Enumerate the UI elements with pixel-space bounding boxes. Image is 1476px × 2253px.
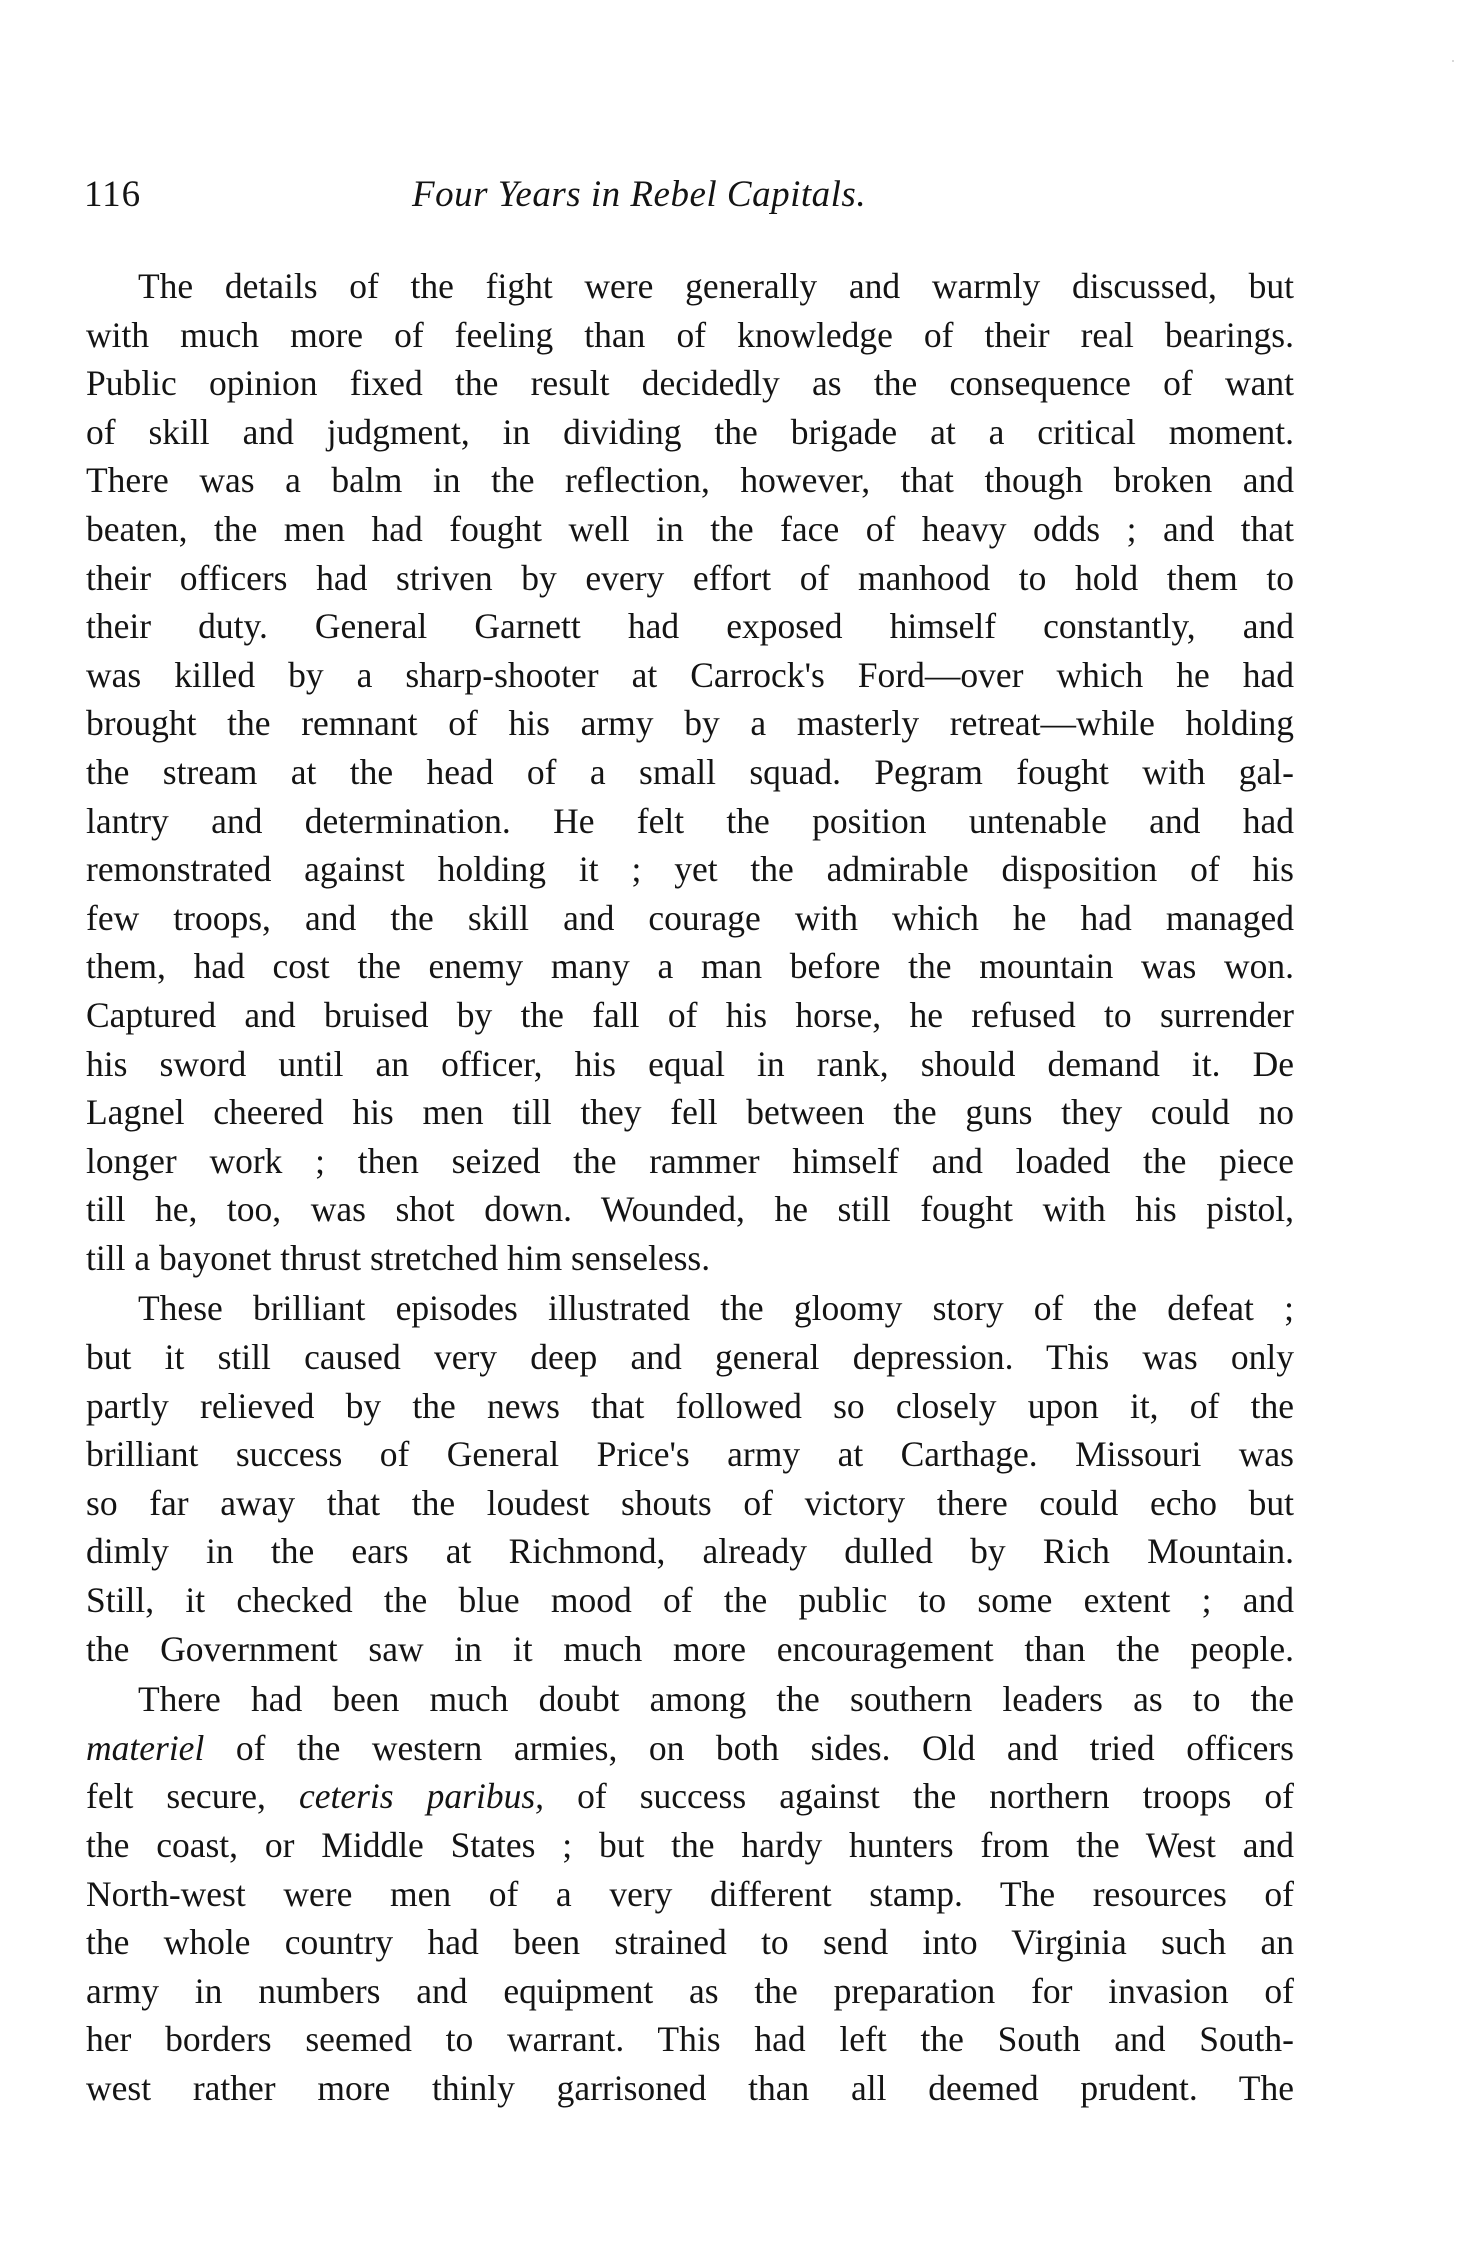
text-line: The details of the fight were generally and warmly discussed, but	[138, 266, 1294, 306]
text-line: These brilliant episodes illustrated the gloomy story of the defeat ;	[138, 1288, 1294, 1329]
text-line: till a bayonet thrust stretched him senseless.	[86, 1237, 711, 1278]
text-line: Still, it checked the blue mood of the public to some extent ; and	[86, 1580, 1294, 1621]
page-number: 116	[84, 174, 142, 215]
text-line: her borders seemed to warrant. This had left the South and South-	[86, 2019, 1294, 2060]
text-line: remonstrated against holding it ; yet the admirable disposition of his	[86, 849, 1294, 890]
text-line	[86, 1772, 1294, 1821]
text-line: their officers had striven by every effort of manhood to hold them to	[86, 557, 1294, 598]
text-line: lantry and determination. He felt the position untenable and had	[86, 800, 1294, 841]
text-line: of skill and judgment, in dividing the brigade at a critical moment.	[86, 411, 1294, 452]
text-line: North-west were men of a very different stamp. The resources of	[86, 1873, 1294, 1914]
text-line: with much more of feeling than of knowledge of their real bearings.	[86, 314, 1294, 355]
text-line: their duty. General Garnett had exposed himself constantly, and	[86, 606, 1294, 647]
text-line	[86, 1724, 1294, 1773]
running-head	[84, 165, 1294, 225]
italic-phrase: materiel	[86, 1727, 205, 1768]
text-line: brought the remnant of his army by a masterly retreat—while holding	[86, 703, 1294, 744]
text-line: dimly in the ears at Richmond, already dulled by Rich Mountain.	[86, 1531, 1294, 1572]
text-line: beaten, the men had fought well in the face of heavy odds ; and that	[86, 508, 1294, 549]
text-line: them, had cost the enemy many a man before the mountain was won.	[86, 946, 1294, 987]
text-line: There had been much doubt among the southern leaders as to the	[138, 1679, 1294, 1720]
text-line: brilliant success of General Price's army at Carthage. Missouri was	[86, 1434, 1294, 1475]
text-line: few troops, and the skill and courage with which he had managed	[86, 897, 1294, 938]
text-line: but it still caused very deep and general depression. This was only	[86, 1337, 1294, 1378]
scan-speck	[1452, 60, 1454, 62]
line-start: felt secure,	[86, 1776, 299, 1817]
line-remainder: of success against the northern troops of	[544, 1776, 1294, 1817]
text-line: was killed by a sharp-shooter at Carrock's Ford—over which he had	[86, 654, 1294, 695]
text-line: the Government saw in it much more encouragement than the people.	[86, 1628, 1294, 1669]
running-title: Four Years in Rebel Capitals.	[412, 174, 867, 215]
line-remainder: of the western armies, on both sides. Old and tried officers	[204, 1727, 1294, 1768]
italic-phrase: ceteris paribus,	[298, 1776, 545, 1817]
text-line: the stream at the head of a small squad. Pegram fought with gal-	[86, 751, 1294, 792]
text-line: the coast, or Middle States ; but the hardy hunters from the West and	[86, 1825, 1294, 1865]
text-line: the whole country had been strained to send into Virginia such an	[86, 1922, 1294, 1963]
text-line: west rather more thinly garrisoned than all deemed prudent. The	[86, 2067, 1294, 2108]
text-line: Public opinion fixed the result decidedly as the consequence of want	[86, 363, 1294, 404]
text-line: There was a balm in the reflection, however, that though broken and	[86, 460, 1294, 501]
text-line: longer work ; then seized the rammer himself and loaded the piece	[86, 1140, 1294, 1181]
text-line: army in numbers and equipment as the preparation for invasion of	[86, 1970, 1294, 2011]
body-text	[86, 262, 1294, 2113]
text-line: till he, too, was shot down. Wounded, he still fought with his pistol,	[86, 1189, 1294, 1230]
text-line: his sword until an officer, his equal in rank, should demand it. De	[86, 1043, 1294, 1084]
text-line: Lagnel cheered his men till they fell between the guns they could no	[86, 1092, 1294, 1133]
text-line: partly relieved by the news that followed so closely upon it, of the	[86, 1385, 1294, 1426]
text-line: so far away that the loudest shouts of victory there could echo but	[86, 1482, 1294, 1523]
text-line: Captured and bruised by the fall of his horse, he refused to surrender	[86, 994, 1294, 1035]
